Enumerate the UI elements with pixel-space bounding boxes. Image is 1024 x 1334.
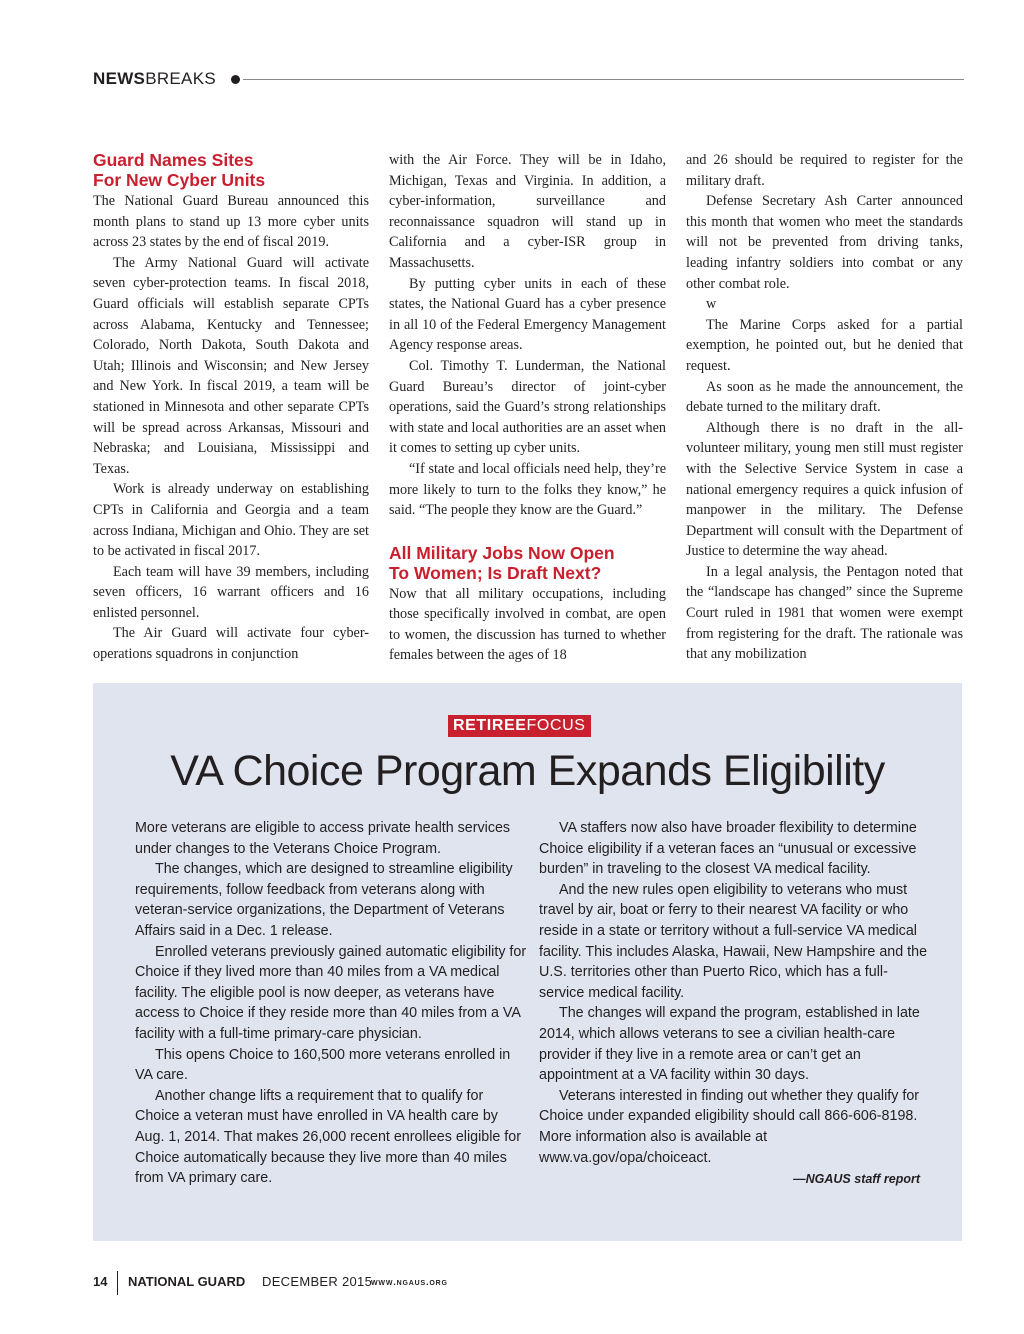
retiree-paragraph: The changes will expand the program, established in late 2014, which allows veterans to see a civilian health-care provider if they live in a remote area or can’t get an appointment at a VA facility within 30 days. — [539, 1005, 920, 1084]
body-paragraph: By putting cyber units in each of these states, the National Guard has a cyber presence in all 10 of the Federal Emergency Management Agency response areas. — [389, 275, 666, 354]
body-paragraph: “If state and local officials need help, they’re more likely to turn to the folks they know,” he said. “The people they know are the Guard.” — [389, 460, 666, 519]
body-paragraph: with the Air Force. They will be in Idaho, Michigan, Texas and Virginia. In addition, a cyber-information, surveillance and reconnaissance squadron will stand up in California and a cyber-ISR group in Massachusetts. — [389, 152, 666, 271]
military-jobs-headline — [389, 543, 666, 583]
section-label — [93, 68, 216, 90]
retiree-column-1 — [135, 818, 527, 1189]
page-number: 14 — [93, 1274, 108, 1289]
body-paragraph: Now that all military occupations, including those specifically involved in combat, are open to women, the discussion has turned to whether females between the ages of 18 — [389, 585, 666, 664]
body-paragraph: Defense Secretary Ash Carter announced this month that women who meet the standards will not be prevented from driving tanks, leading infantry soldiers into combat or any other combat role. — [686, 193, 963, 292]
article-column-2 — [389, 150, 666, 666]
magazine-name: NATIONAL GUARD — [128, 1274, 246, 1289]
footer-divider — [117, 1271, 118, 1295]
body-paragraph: The Air Guard will activate four cyber-operations squadrons in conjunction — [93, 625, 369, 663]
article-column-1 — [93, 150, 369, 665]
body-paragraph: The National Guard Bureau announced this month plans to stand up 13 more cyber units across 23 states by the end of fiscal 2019. — [93, 193, 369, 251]
headline-line: For New Cyber Units — [93, 170, 266, 190]
section-label-bold: NEWS — [93, 69, 146, 88]
website-link[interactable]: www.ngaus.org — [371, 1277, 448, 1288]
retiree-paragraph: Enrolled veterans previously gained automatic eligibility for Choice if they lived more than 40 miles from a VA medical facility. The eligible pool is now deeper, as veterans have access to Choice if they reside more than 40 miles from a VA facility with a full-time primary-care physician. — [135, 943, 527, 1042]
section-header — [93, 68, 964, 92]
body-paragraph: and 26 should be required to register for the military draft. — [686, 152, 963, 189]
retiree-title: VA Choice Program Expands Eligibility — [170, 747, 885, 795]
byline: —NGAUS staff report — [793, 1172, 920, 1187]
retiree-paragraph: More veterans are eligible to access private health services under changes to the Veterans Choice Program. — [135, 820, 511, 857]
section-label-light: BREAKS — [145, 69, 216, 88]
retiree-paragraph: And the new rules open eligibility to veterans who must travel by air, boat or ferry to their nearest VA facility or who reside in a state or territory without a full-service VA medical facility. This includes Alaska, Hawaii, New Hampshire and the U.S. territories other than Puerto Rico, which has a full-service medical facility. — [539, 881, 928, 1001]
article-column-3 — [686, 150, 963, 665]
body-paragraph: In a legal analysis, the Pentagon noted that the “landscape has changed” since the Supreme Court ruled in 1981 that women were exempt from registering for the draft. The rationale was that any mobilization — [686, 563, 963, 663]
body-paragraph: The Army National Guard will activate seven cyber-protection teams. In fiscal 2018, Guard officials will establish separate CPTs across Alabama, Kentucky and Tennessee; Colorado, North Dakota, South Dakota and Utah; Illinois and Wisconsin; and New Jersey and New York. In fiscal 2019, a team will be stationed in Minnesota and other separate CPTs will be spread across Arkansas, Missouri and Nebraska; and Louisiana, Mississippi and Texas. — [93, 254, 369, 477]
retiree-tag-light: FOCUS — [526, 717, 586, 734]
section-bullet — [231, 75, 240, 84]
retiree-paragraph: The changes, which are designed to streamline eligibility requirements, follow feedback from veterans along with veteran-service organizations, the Department of Veterans Affairs said in a Dec. 1 release. — [135, 861, 513, 939]
section-divider — [243, 79, 964, 80]
retiree-paragraph: This opens Choice to 160,500 more veterans enrolled in VA care. — [135, 1046, 511, 1084]
body-paragraph: Work is already underway on establishing CPTs in California and Georgia and a team across Indiana, Michigan and Ohio. They are set to be activated in fiscal 2017. — [93, 481, 369, 560]
cyber-units-headline — [93, 150, 369, 190]
retiree-paragraph: Another change lifts a requirement that to qualify for Choice a veteran must have enrolled in VA health care by Aug. 1, 2014. That makes 26,000 recent enrollees eligible for Choice automatically because they live more than 40 miles from VA primary care. — [135, 1087, 521, 1187]
body-paragraph: As soon as he made the announcement, the debate turned to the military draft. — [686, 378, 963, 416]
retiree-column-2 — [539, 818, 929, 1190]
headline-line: To Women; Is Draft Next? — [389, 562, 602, 583]
retiree-paragraph: VA staffers now also have broader flexibility to determine Choice eligibility if a veteran faces an “unusual or excessive burden” in traveling to the closest VA medical facility. — [539, 820, 917, 878]
body-paragraph: Each team will have 39 members, including seven officers, 16 warrant officers and 16 enlisted personnel. — [93, 563, 369, 621]
body-paragraph: The Marine Corps asked for a partial exemption, he pointed out, but he denied that request. — [686, 316, 963, 374]
retiree-focus-tag — [448, 715, 591, 737]
issue-date: DECEMBER 2015 — [262, 1274, 373, 1289]
body-paragraph: w — [706, 296, 717, 313]
retiree-tag-bold: RETIREE — [453, 717, 527, 734]
headline-line: Guard Names Sites — [93, 150, 254, 170]
retiree-paragraph: Veterans interested in finding out whether they qualify for Choice under expanded eligibility should call 866-606-8198. More information also is available at www.va.gov/opa/choiceact. — [539, 1087, 920, 1166]
body-paragraph: Although there is no draft in the all-volunteer military, young men still must register with the Selective Service System in case a national emergency requires a quick infusion of manpower in the military. The Defense Department will consult with the Department of Justice to determine the way ahead. — [686, 419, 963, 560]
headline-line: All Military Jobs Now Open — [389, 542, 615, 563]
body-paragraph: Col. Timothy T. Lunderman, the National Guard Bureau’s director of joint-cyber operations, said the Guard’s strong relationships with state and local authorities are an asset when it comes to setting up cyber units. — [389, 357, 666, 457]
